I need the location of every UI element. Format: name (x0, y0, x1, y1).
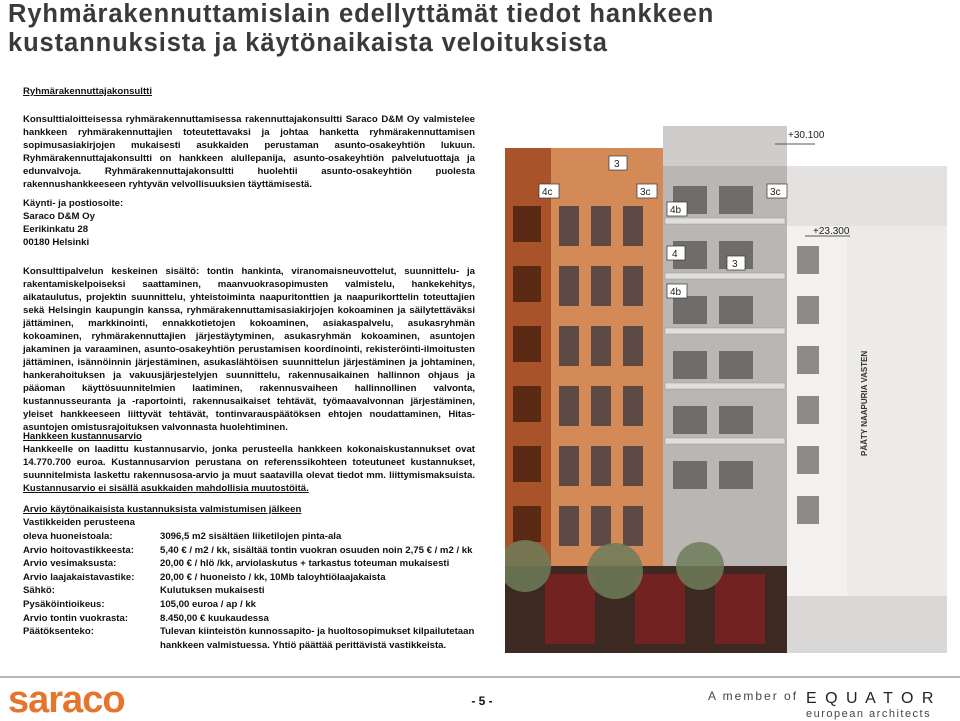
elevation-label-mid: +23.300 (813, 226, 850, 237)
fee-value: Tulevan kiinteistön kunnossapito- ja huoltosopimukset kilpailutetaan hankkeen valmistuessa. Yhtiö päättää perittävistä vastikkeista. (160, 626, 475, 651)
section-heading-consultant: Ryhmärakennuttajakonsultti (23, 86, 153, 97)
fee-row (23, 584, 493, 598)
member-of-text: A member of (708, 689, 799, 703)
address-city: 00180 Helsinki (23, 237, 90, 248)
section-heading-fees: Arvio käytönaikaisista kustannuksista valmistumisen jälkeen (23, 504, 302, 515)
tag-label: 4c (542, 187, 553, 198)
fee-row (23, 571, 493, 585)
address-block (23, 197, 323, 249)
fee-label: Arvio tontin vuokrasta: (23, 612, 129, 624)
fee-value: 5,40 € / m2 / kk, sisältää tontin vuokran osuuden noin 2,75 € / m2 / kk (160, 544, 473, 556)
facade-gray-cap (663, 126, 787, 166)
tag-label: 3 (614, 159, 620, 170)
address-label: Käynti- ja postiosoite: (23, 198, 124, 209)
fee-value: 20,00 € / hlö /kk, arviolaskutus + tarkastus toteuman mukaisesti (160, 558, 450, 570)
building-facade-illustration (505, 126, 959, 653)
saraco-logo: saraco (8, 679, 125, 721)
address-company: Saraco D&M Oy (23, 211, 95, 222)
fee-label: Sähkö: (23, 585, 55, 597)
awnings (545, 574, 765, 644)
equator-wordmark: E Q U A T O R (806, 690, 936, 707)
fee-label: Päätöksenteko: (23, 626, 94, 638)
equator-subtitle: european architects (806, 708, 932, 720)
fee-value: 105,00 euroa / ap / kk (160, 598, 256, 610)
fee-value: 8.450,00 € kuukaudessa (160, 612, 269, 624)
page-title (8, 0, 948, 58)
facade-white-top (787, 166, 947, 226)
fee-label: oleva huoneistoala: (23, 531, 113, 542)
fee-label: Arvio vesimaksusta: (23, 558, 117, 570)
address-street: Eerikinkatu 28 (23, 224, 89, 235)
fee-label: Pysäköintioikeus: (23, 598, 105, 610)
consultant-intro-text: Konsulttialoitteisessa ryhmärakennuttamisessa rakennuttajakonsultti Saraco D&M Oy valmistelee hankkeen ryhmärakennuttajien toteutettavaksi ja johtaa hanketta ryhmärakennuttamisen sopimusasiakirjojen mukaisesti asukkaiden perustaman asunto-osakeyhtiön lukuun. Ryhmärakennuttajakonsultti on hankkeen alullepanija, asunto-osakeyhtiön palvelutuottaja ja edunvalvoja. Ryhmärakennuttajakonsultti huolehtii asunto-osakeyhtiön puolesta rakennushankkeeseen ryhtyvän velvollisuuksien täyttämisestä. (23, 114, 475, 190)
fee-row (23, 530, 493, 544)
page-number: - 5 - (471, 694, 493, 708)
section-heading-cost: Hankkeen kustannusarvio (23, 431, 142, 442)
fee-row (23, 598, 493, 612)
fee-row (23, 612, 493, 626)
fee-row (23, 544, 493, 558)
footer-divider (0, 676, 960, 678)
fee-row (23, 557, 493, 571)
tag-label: 4 (672, 249, 678, 260)
fee-label: Arvio laajakaistavastike: (23, 571, 135, 583)
fees-table (23, 530, 493, 652)
white-wing-base (787, 596, 947, 653)
tag-label: 4b (670, 205, 682, 216)
cost-estimate-text (23, 443, 475, 495)
cost-estimate-body: Hankkeelle on laadittu kustannusarvio, jonka perusteella hankkeen kokonaiskustannukset ovat 14.770.700 euroa. Kustannusarvion perustana on referenssikohteen toteutuneet kustannukset, suunnitelmista laskettu rakennusosa-arvio ja muut saatavilla olevat tiedot mm. liittymismaksuista. (23, 444, 475, 481)
fee-value: Kulutuksen mukaisesti (160, 585, 265, 597)
fee-label: Arvio hoitovastikkeesta: (23, 544, 134, 556)
fees-subheading: Vastikkeiden perusteena (23, 517, 135, 528)
tag-label: 3 (732, 259, 738, 270)
fee-value: 3096,5 m2 sisältäen liiketilojen pinta-ala (160, 531, 342, 542)
page-title-line2: kustannuksista ja käytönaikaista veloituksista (8, 29, 608, 57)
elevation-label-top: +30.100 (788, 130, 825, 141)
equator-logo (806, 686, 956, 720)
fee-row (23, 625, 493, 652)
page-title-line1: Ryhmärakennuttamislain edellyttämät tiedot hankkeen (8, 0, 715, 28)
service-content-text: Konsulttipalvelun keskeinen sisältö: tontin hankinta, viranomaisneuvottelut, suunnittelu- ja rakentamiskelpoiseksi saattaminen, maanvuokrasopimusten valmistelu, hankekehitys, aikataulutus, projektin suunnittelu, yhteistoiminta naapuritonttien ja naapurikorttelin toteuttajien sekä Helsingin kaupungin kanssa, ryhmärakennuttamisasiakirjojen kokoaminen ja säilytettäväksi jättäminen, markkinointi, ennakkotietojen kokoaminen, asiakaspalvelu, asukasryhmän kokoaminen, ryhmärakennuttajien järjestäytyminen, asukasryhmän kokoaminen, asuntojen jakaminen ja varaaminen, asunto-osakeyhtiön perustamisen koordinointi, rekisteröinti-ilmoitusten jättäminen, isännöinnin järjestäminen, asukaslähtöisen suunnittelun järjestäminen ja johtaminen, hankerahoituksen ja vakuusjärjestelyjen suunnittelu, rakennusaikainen hallinnon ohjaus ja pääoman käyttösuunnitelmien laatiminen, rakennusvaiheen hallinnollinen valvonta, kustannusseuranta ja -raportointi, rakennusaikaiset tehtävät, työmaavalvonnan järjestäminen, yleiset hankkeeseen liittyvät tehtävät, tontinvarauspäätöksen ehtojen noudattaminen, Hitas-asuntojen omistusrajoituksen valvonnasta huolehtiminen. (23, 266, 475, 433)
cost-estimate-note: Kustannusarvio ei sisällä asukkaiden mahdollisia muutostöitä. (23, 483, 309, 494)
fee-value: 20,00 € / huoneisto / kk, 10Mb taloyhtiölaajakaista (160, 571, 386, 583)
tag-label: 3c (640, 187, 651, 198)
tag-label: 4b (670, 287, 682, 298)
side-wall-label: PÄÄTY NAAPURIA VASTEN (860, 350, 869, 456)
tag-label: 3c (770, 187, 781, 198)
